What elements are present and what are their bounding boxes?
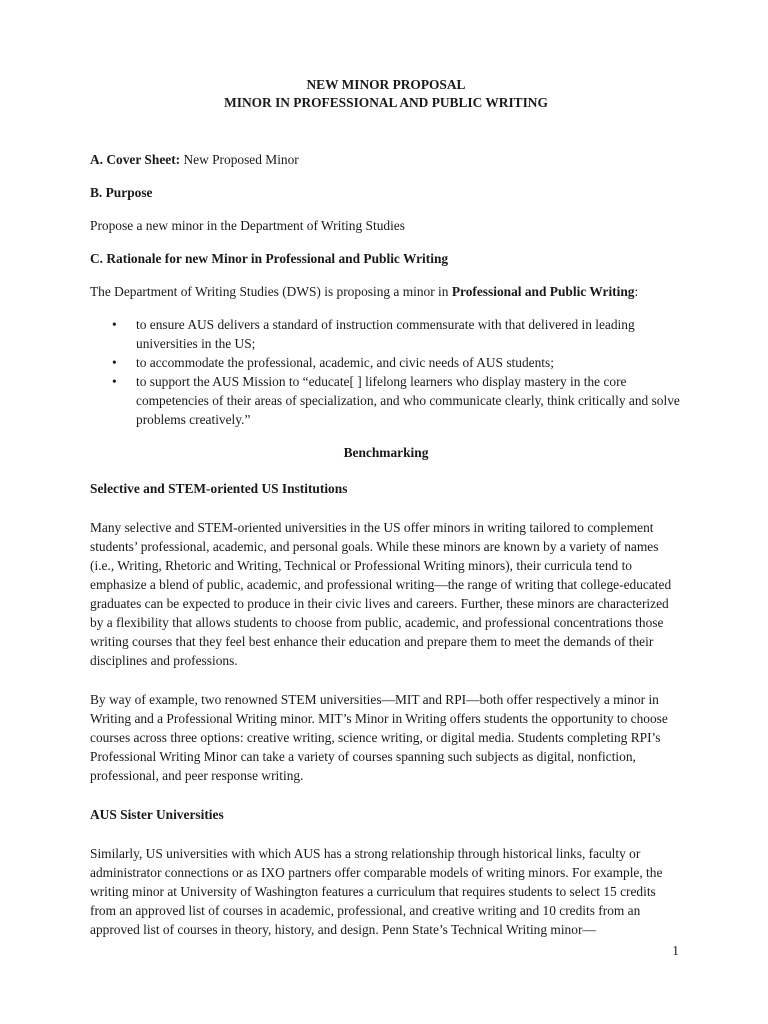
section-b-heading: B. Purpose xyxy=(90,185,153,200)
list-item xyxy=(90,315,682,353)
intro-text: The Department of Writing Studies (DWS) is proposing a minor in xyxy=(90,284,452,299)
paragraph-stem: Many selective and STEM-oriented universities in the US offer minors in writing tailored to complement students’ professional, academic, and personal goals. While these minors are known by a variety of names (i.e., Writing, Rhetoric and Writing, Technical or Professional Writing minors), their curricula tend to emphasize a blend of public, academic, and professional writing—the range of writing that college-educated graduates can be expected to produce in their civic lives and careers. Further, these minors are characterized by a flexibility that allows students to choose from public, academic, and professional concentrations those writing courses that they feel best enhance their education and prepare them to meet the demands of their disciplines and professions. xyxy=(90,520,672,668)
list-item-text: to support the AUS Mission to “educate[ ] lifelong learners who display mastery in the core competencies of their areas of specialization, and who communicate clearly, think critically and solve problems creatively.” xyxy=(136,374,680,427)
intro-paragraph xyxy=(90,282,682,301)
section-a xyxy=(90,150,682,169)
list-item-text: to ensure AUS delivers a standard of instruction commensurate with that delivered in leading universities in the US; xyxy=(136,317,635,351)
document-body xyxy=(90,76,682,939)
intro-end: : xyxy=(634,284,639,299)
bullet-icon: • xyxy=(112,317,117,332)
benchmarking-heading: Benchmarking xyxy=(343,445,429,460)
section-c-heading: C. Rationale for new Minor in Professional and Public Writing xyxy=(90,251,449,266)
stem-heading: Selective and STEM-oriented US Institutions xyxy=(90,481,348,496)
list-item-text: to accommodate the professional, academic, and civic needs of AUS students; xyxy=(136,355,554,370)
paragraph-sister: Similarly, US universities with which AUS has a strong relationship through historical links, faculty or administrator connections or as IXO partners offer comparable models of writing minors. For example, the writing minor at University of Washington features a curriculum that requires students to select 15 credits from an approved list of courses in academic, professional, and creative writing and 10 credits from an approved list of courses in theory, history, and design. Penn State’s Technical Writing minor— xyxy=(90,846,663,937)
bullet-icon: • xyxy=(112,374,117,389)
list-item xyxy=(90,372,682,429)
rationale-list xyxy=(90,315,682,429)
section-a-label: A. Cover Sheet: xyxy=(90,152,181,167)
paragraph-mit-rpi: By way of example, two renowned STEM universities—MIT and RPI—both offer respectively a minor in Writing and a Professional Writing minor. MIT’s Minor in Writing offers students the opportunity to choose courses across three options: creative writing, science writing, or digital media. Students completing RPI’s Professional Writing Minor can take a variety of courses spanning such subjects as digital, nonfiction, professional, and peer response writing. xyxy=(90,692,668,783)
page-number: 1 xyxy=(672,943,679,958)
list-item xyxy=(90,353,682,372)
doc-title-line-1: NEW MINOR PROPOSAL xyxy=(306,77,466,92)
intro-bold: Professional and Public Writing xyxy=(451,284,635,299)
bullet-icon: • xyxy=(112,355,117,370)
sister-heading: AUS Sister Universities xyxy=(90,807,224,822)
section-b-text: Propose a new minor in the Department of Writing Studies xyxy=(90,218,405,233)
section-a-value: New Proposed Minor xyxy=(180,152,299,167)
doc-title-line-2: MINOR IN PROFESSIONAL AND PUBLIC WRITING xyxy=(224,95,548,110)
